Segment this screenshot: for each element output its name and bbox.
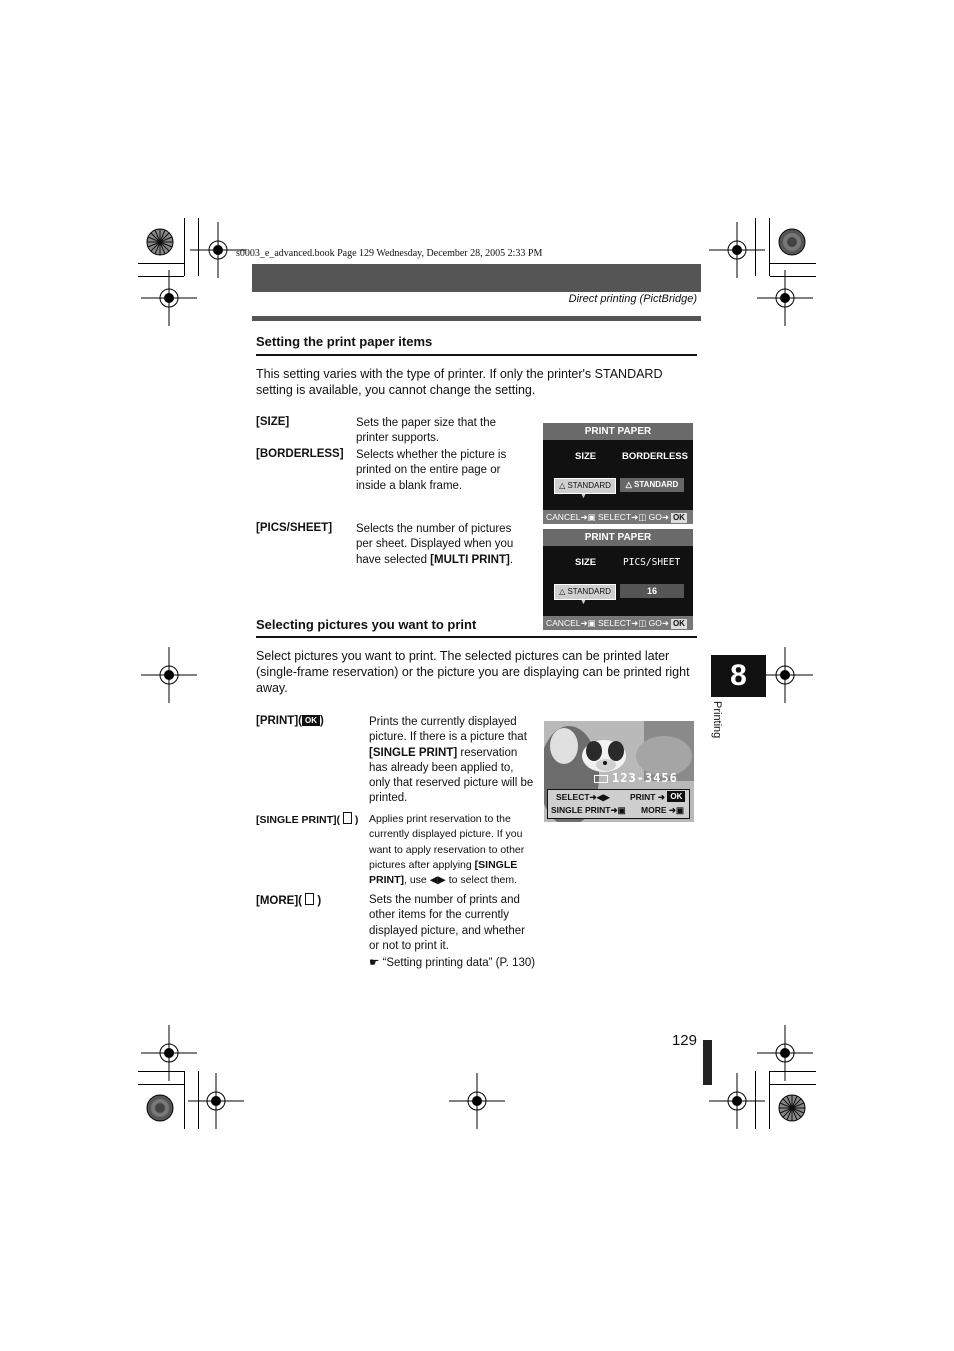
paper-icon: △ bbox=[625, 480, 635, 489]
section-heading-selecting-pictures: Selecting pictures you want to print bbox=[256, 617, 477, 632]
down-arrow-icon: ▼ bbox=[580, 493, 587, 500]
screen-value-pics-sheet: 16 bbox=[620, 584, 684, 598]
battery-icon bbox=[594, 775, 608, 783]
desc-more: Sets the number of prints and other items for the currently displayed picture, and whether or not to print it. bbox=[369, 894, 525, 952]
screen-col-borderless: BORDERLESS bbox=[622, 451, 688, 462]
reference-hand-icon: ☛ bbox=[369, 957, 380, 969]
section-intro: This setting varies with the type of printer. If only the printer's STANDARD setting is available, you cannot change the setting. bbox=[256, 367, 663, 397]
down-arrow-icon: ▼ bbox=[580, 599, 587, 606]
lcd-screen-playback-photo bbox=[544, 721, 694, 822]
registration-target-icon bbox=[141, 647, 197, 703]
registration-target-icon bbox=[449, 1073, 505, 1129]
lcd-screen-print-paper-borderless bbox=[543, 423, 693, 524]
registration-target-icon bbox=[188, 1073, 244, 1129]
desc-size: Sets the paper size that the printer supports. bbox=[356, 417, 497, 445]
header-bar bbox=[252, 264, 701, 292]
term-more: [MORE]( ) bbox=[256, 895, 322, 907]
registration-target-icon bbox=[141, 270, 197, 326]
screen-footer: CANCEL➜▣ SELECT➜◫ GO➜ OK bbox=[543, 510, 693, 524]
page-edge-bar bbox=[703, 1040, 712, 1085]
screen-value-size: △ STANDARD bbox=[554, 584, 616, 600]
desc-pics-sheet: Selects the number of pictures per sheet. Displayed when you have selected [MULTI PRINT]. bbox=[356, 523, 514, 566]
screen-value-size: △ STANDARD bbox=[554, 478, 616, 494]
starburst-target-icon bbox=[146, 228, 174, 256]
section-rule bbox=[256, 636, 697, 638]
screen-col-pics-sheet: PICS/SHEET bbox=[623, 557, 681, 568]
desc-single-print: Applies print reservation to the currently displayed picture. If you want to apply reservation to other pictures after applying [SINGLE PRINT], use ◀▶ to select them. bbox=[369, 813, 525, 887]
starburst-target-icon bbox=[778, 228, 806, 256]
side-section-label: Printing bbox=[711, 701, 723, 739]
desc-print: Prints the currently displayed picture. If there is a picture that [SINGLE PRINT] reservation has already been applied to, only that reserved picture will be printed. bbox=[369, 716, 534, 805]
ok-button-icon: OK bbox=[302, 715, 320, 726]
starburst-target-icon bbox=[146, 1094, 174, 1122]
arrow-pad-icon: ◀▶ bbox=[429, 874, 446, 887]
screen-col-size: SIZE bbox=[575, 557, 597, 568]
screen-title: PRINT PAPER bbox=[543, 529, 693, 546]
section-intro: Select pictures you want to print. The selected pictures can be printed later (single-frame reservation) or the picture you are displaying can be printed right away. bbox=[256, 649, 690, 695]
section-heading-print-paper: Setting the print paper items bbox=[256, 334, 433, 349]
term-size: [SIZE] bbox=[256, 416, 290, 428]
chapter-tab: 8 bbox=[711, 655, 766, 697]
section-rule bbox=[256, 354, 697, 356]
registration-target-icon bbox=[757, 270, 813, 326]
term-print: [PRINT]( OK ) bbox=[256, 715, 324, 727]
registration-target-icon bbox=[709, 1073, 765, 1129]
screen-value-borderless: △ STANDARD bbox=[620, 478, 684, 492]
file-number: 123-3456 bbox=[612, 771, 678, 785]
playback-menu: SELECT➜◀▶ PRINT ➜ OK SINGLE PRINT➜▣ MORE ➜▣ bbox=[547, 789, 690, 819]
registration-target-icon bbox=[757, 1025, 813, 1081]
lcd-screen-print-paper-pics-sheet bbox=[543, 529, 693, 630]
starburst-target-icon bbox=[778, 1094, 806, 1122]
paper-icon: △ bbox=[559, 481, 568, 490]
book-info-line: s0003_e_advanced.book Page 129 Wednesday, December 28, 2005 2:33 PM bbox=[236, 248, 543, 259]
screen-col-size: SIZE bbox=[575, 451, 597, 462]
paper-icon: △ bbox=[559, 587, 568, 596]
page-number: 129 bbox=[671, 1032, 697, 1049]
cross-reference: ☛ “Setting printing data” (P. 130) bbox=[369, 957, 536, 969]
term-single-print: [SINGLE PRINT]( ) bbox=[256, 814, 359, 826]
more-button-icon bbox=[305, 893, 314, 905]
desc-borderless: Selects whether the picture is printed on the entire page or inside a blank frame. bbox=[356, 449, 507, 492]
header-rule bbox=[252, 316, 701, 321]
screen-title: PRINT PAPER bbox=[543, 423, 693, 440]
single-print-button-icon bbox=[343, 812, 352, 824]
term-borderless: [BORDERLESS] bbox=[256, 448, 344, 460]
term-pics-sheet: [PICS/SHEET] bbox=[256, 522, 333, 534]
running-header: Direct printing (PictBridge) bbox=[568, 293, 697, 305]
screen-footer: CANCEL➜▣ SELECT➜◫ GO➜ OK bbox=[543, 616, 693, 630]
